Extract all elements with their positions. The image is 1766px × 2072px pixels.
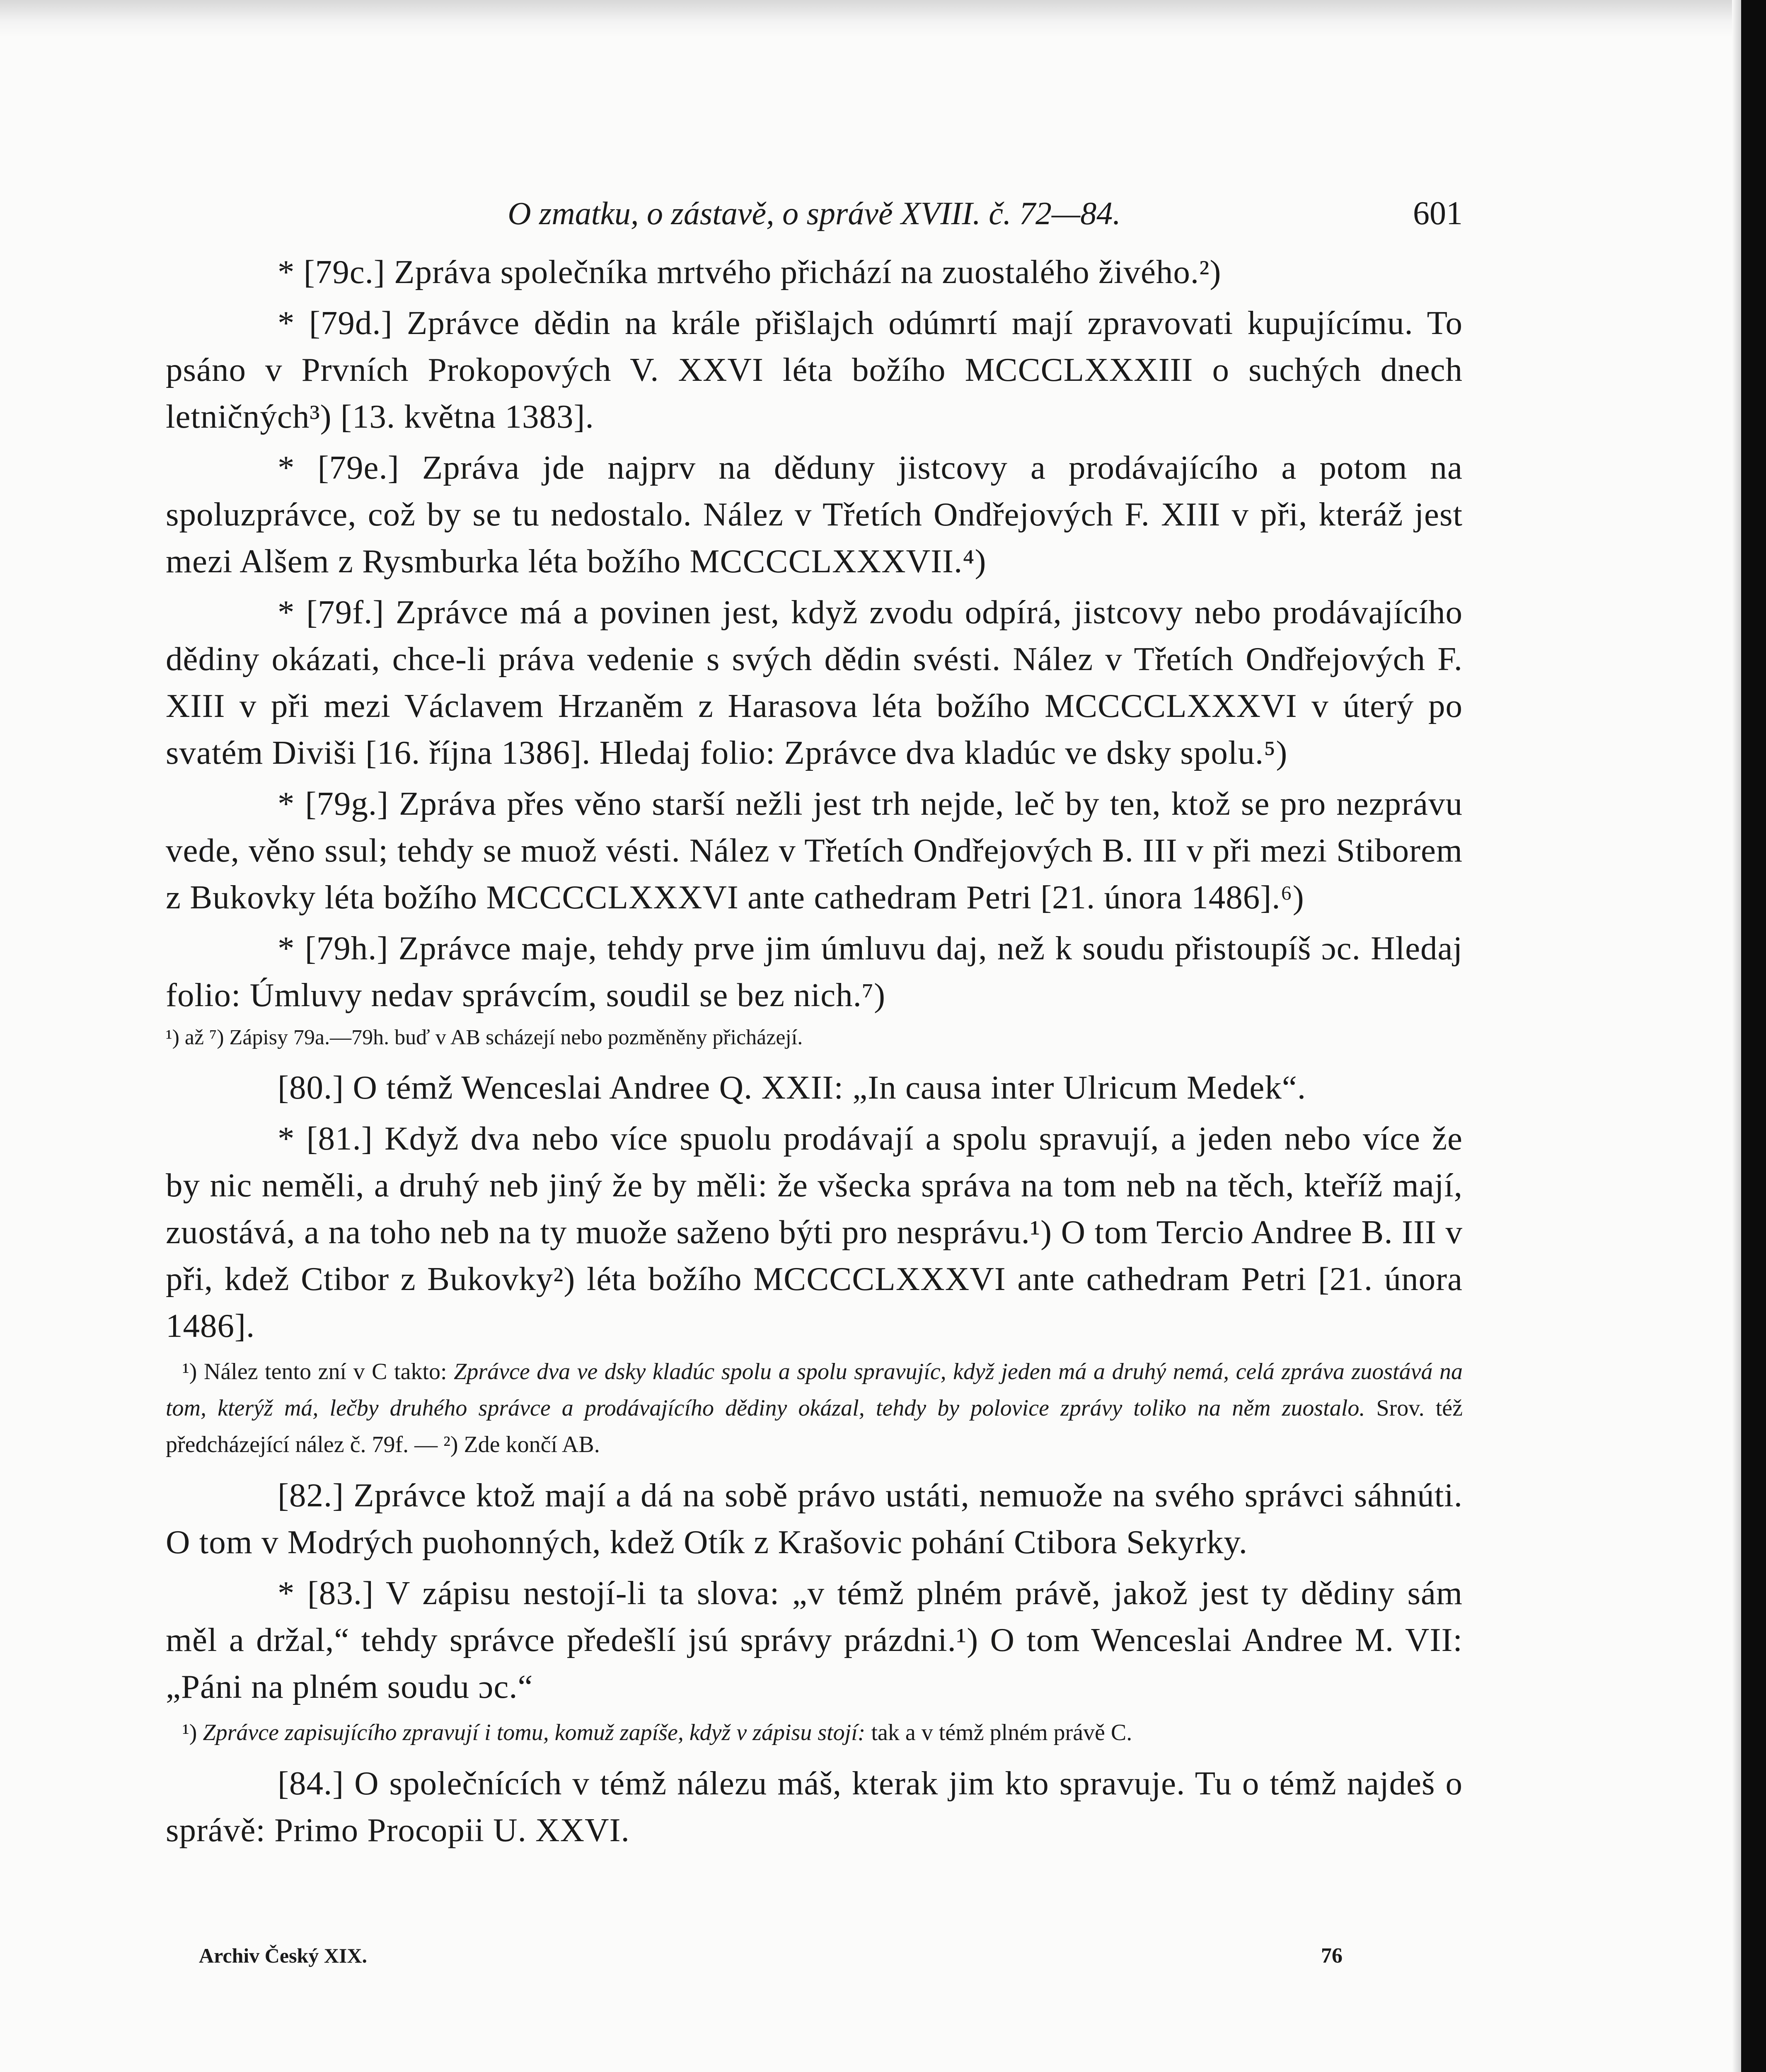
paragraph-79c: * [79c.] Zpráva společníka mrtvého přichází na zuostalého živého.²) xyxy=(278,253,1222,290)
page-footer xyxy=(199,1944,1343,1977)
page-right-shadow xyxy=(1732,0,1741,2072)
paragraph-79f: * [79f.] Zprávce má a povinen jest, když zvodu odpírá, jistcovy nebo prodávajícího dědiny okázati, chce-li práva vedenie s svých dědin svésti. Nález v Třetích Ondřejových F. XIII v při mezi Václavem Hrzaněm z Harasova léta božího MCCCCLXXXVI v úterý po svatém Diviši [16. října 1386]. Hledaj folio: Zprávce dva kladúc ve dsky spolu.⁵) xyxy=(166,593,1463,771)
footnote-81 xyxy=(166,1353,1463,1463)
page-number: 601 xyxy=(1413,195,1463,232)
footnote-81-prefix: ¹) Nález tento zní v C takto: xyxy=(182,1359,447,1385)
body-text xyxy=(166,249,1463,1858)
paragraph-79d: * [79d.] Zprávce dědin na krále přišlajch odúmrtí mají zpravovati kupujícímu. To psáno v Prvních Prokopových V. XXVI léta božího MCCCLXXXIII o suchých dnech letničných³) [13. května 1383]. xyxy=(166,304,1463,435)
footnote-79: ¹) až ⁷) Zápisy 79a.—79h. buď v AB scházejí nebo pozměněny přicházejí. xyxy=(166,1026,803,1049)
paragraph-79e: * [79e.] Zpráva jde najprv na děduny jistcovy a prodávajícího a potom na spoluzprávce, což by se tu nedostalo. Nález v Třetích Ondřejových F. XIII v při, kteráž jest mezi Alšem z Rysmburka léta božího MCCCCLXXXVII.⁴) xyxy=(166,449,1463,580)
paragraph-82: [82.] Zprávce ktož mají a dá na sobě právo ustáti, nemuože na svého správci sáhnúti. O tom v Modrých puohonných, kdež Otík z Krašovic pohání Ctibora Sekyrky. xyxy=(166,1477,1463,1561)
paragraph-81: * [81.] Když dva nebo více spuolu prodávají a spolu spravují, a jeden nebo více že by nic neměli, a druhý neb jiný že by měli: že všecka správa na tom neb na těch, kteříž mají, zuostává, a na toho neb na ty muože saženo býti pro nesprávu.¹) O tom Tercio Andree B. III v při, kdež Ctibor z Bukovky²) léta božího MCCCCLXXXVI ante cathedram Petri [21. února 1486]. xyxy=(166,1120,1463,1344)
footnote-81-suffix: Srov. též předcházející nález č. 79f. — ²) Zde končí AB. xyxy=(166,1395,1463,1457)
running-title: O zmatku, o zástavě, o správě XVIII. č. 72—84. xyxy=(508,195,1121,231)
footnote-83-quote: Zprávce zapisujícího zpravují i tomu, komuž zapíše, když v zápisu stojí: xyxy=(203,1720,866,1745)
printer-signature: Archiv Český XIX. xyxy=(199,1944,368,1967)
footnote-83 xyxy=(166,1714,1463,1751)
paragraph-84: [84.] O společnících v témž nálezu máš, kterak jim kto spravuje. Tu o témž najdeš o správě: Primo Procopii U. XXVI. xyxy=(166,1765,1463,1849)
sheet-number: 76 xyxy=(1321,1944,1343,1968)
page-header xyxy=(166,191,1463,236)
paragraph-80: [80.] O témž Wenceslai Andree Q. XXII: „In causa inter Ulricum Medek“. xyxy=(278,1069,1306,1106)
page-top-shadow xyxy=(0,0,1766,37)
footnote-83-suffix: tak a v témž plném právě C. xyxy=(871,1720,1132,1745)
footnote-83-prefix: ¹) xyxy=(182,1720,197,1745)
page-right-edge xyxy=(1741,0,1766,2072)
paragraph-83: * [83.] V zápisu nestojí-li ta slova: „v témž plném právě, jakož jest ty dědiny sám měl a držal,“ tehdy správce předešlí jsú správy prázdni.¹) O tom Wenceslai Andree M. VII: „Páni na plném soudu ɔc.“ xyxy=(166,1574,1463,1705)
footnote-81-quote: Zprávce dva ve dsky kladúc spolu a spolu spravujíc, když jeden má a druhý nemá, celá zpráva zuostává na tom, kterýž má, lečby druhého správce a prodávajícího dědiny okázal, tehdy by polovice zprávy toliko na něm zuostalo. xyxy=(166,1359,1463,1421)
paragraph-79g: * [79g.] Zpráva přes věno starší nežli jest trh nejde, leč by ten, ktož se pro nezprávu vede, věno ssul; tehdy se muož vésti. Nález v Třetích Ondřejových B. III v při mezi Stiborem z Bukovky léta božího MCCCCLXXXVI ante cathedram Petri [21. února 1486].⁶) xyxy=(166,785,1463,916)
paragraph-79h: * [79h.] Zprávce maje, tehdy prve jim úmluvu daj, než k soudu přistoupíš ɔc. Hledaj folio: Úmluvy nedav správcím, soudil se bez nich.⁷) xyxy=(166,929,1463,1014)
